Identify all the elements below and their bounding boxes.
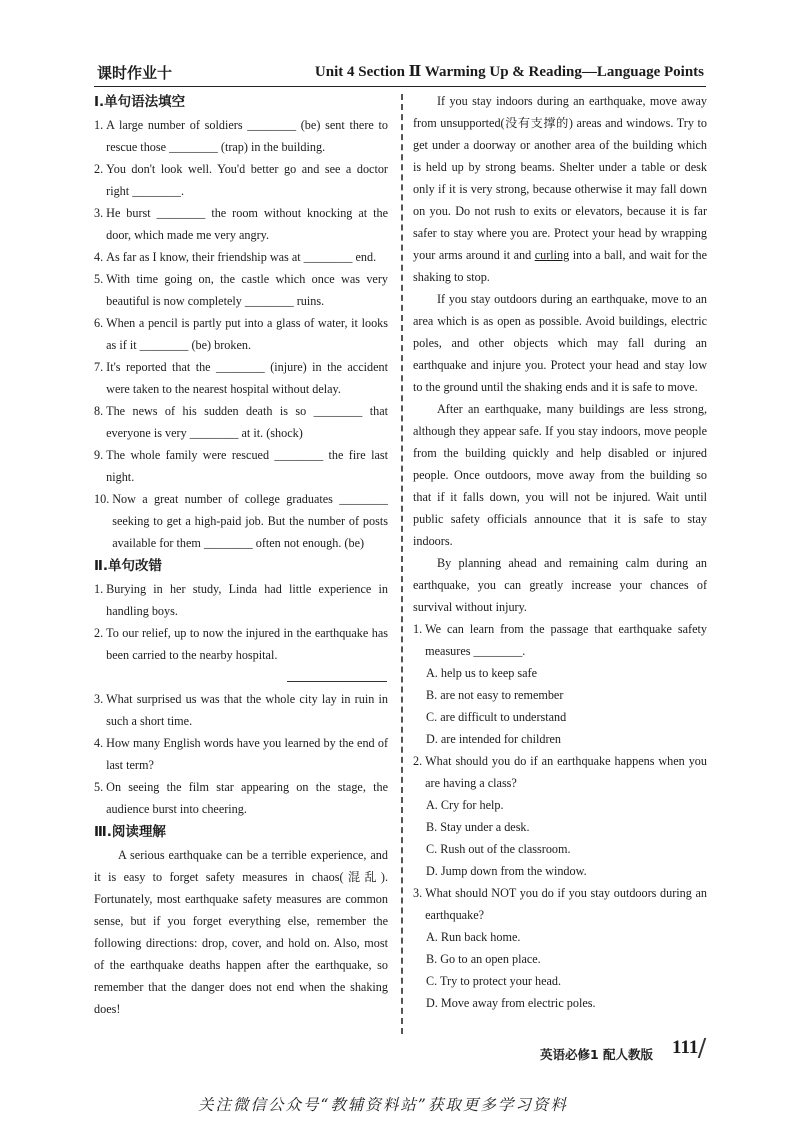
grammar-item	[94, 246, 388, 268]
header-title: 课时作业十	[97, 64, 173, 82]
item-number: 8.	[94, 404, 104, 418]
book-title: 英语必修1 配人教版	[540, 1047, 654, 1062]
question-number: 3.	[413, 886, 423, 900]
question-text: We can learn from the passage that earthquake safety measures ________.	[425, 622, 707, 658]
item-number: 9.	[94, 448, 104, 462]
item-text: What surprised us was that the whole city lay in ruin in such a short time.	[106, 692, 388, 728]
right-column	[413, 90, 707, 1014]
item-number: 6.	[94, 316, 104, 330]
column-divider	[401, 94, 403, 1034]
correction-item	[94, 622, 388, 666]
question-stem	[413, 618, 707, 662]
item-number: 4.	[94, 736, 104, 750]
item-text: It's reported that the ________ (injure) in the accident were taken to the nearest hospital without delay.	[106, 360, 388, 396]
option-d: D. Jump down from the window.	[426, 864, 587, 878]
answer-line	[94, 666, 388, 688]
option-c: C. Rush out of the classroom.	[426, 842, 571, 856]
item-text: The whole family were rescued ________ the fire last night.	[106, 448, 388, 484]
passage-paragraph-2: If you stay indoors during an earthquake, move away from unsupported(没有支撑的) areas and windows. Try to get under a doorway or another area of the building which is held up by strong beams. Shelter under a table or desk only if it is very strong, because otherwise it may fall down on you. Do not rush to exits or elevators, because it is far safer to stay where you are. Protect your head by wrapping your arms around it and curling into a ball, and wait for the shaking to stop.	[413, 94, 707, 284]
item-text: To our relief, up to now the injured in the earthquake has been carried to the nearby hospital.	[106, 626, 388, 662]
option-b: B. Go to an open place.	[426, 952, 541, 966]
footer-note: 关注微信公众号“教辅资料站”获取更多学习资料	[198, 1096, 568, 1114]
item-number: 3.	[94, 206, 104, 220]
header-rule	[94, 86, 706, 87]
grammar-item	[94, 114, 388, 158]
option-a: A. help us to keep safe	[426, 666, 538, 680]
option-d: D. Move away from electric poles.	[426, 996, 596, 1010]
item-text: As far as I know, their friendship was at ________ end.	[106, 250, 377, 264]
section-2-title: Ⅱ.单句改错	[94, 558, 163, 574]
correction-item	[94, 732, 388, 776]
grammar-item	[94, 444, 388, 488]
question-number: 2.	[413, 754, 423, 768]
item-number: 2.	[94, 626, 104, 640]
item-text: A large number of soldiers ________ (be) sent there to rescue those ________ (trap) in the building.	[106, 118, 388, 154]
left-column	[94, 90, 388, 1020]
item-number: 7.	[94, 360, 104, 374]
question-stem	[413, 882, 707, 926]
item-text: You don't look well. You'd better go and see a doctor right ________.	[106, 162, 388, 198]
passage-paragraph-1: A serious earthquake can be a terrible experience, and it is easy to forget safety measures in chaos(混乱). Fortunately, most earthquake safety measures are common sense, but if you forget everything else, remember the following directions: drop, cover, and hold on. Also, most of the earthquake deaths happen after the earthquake, so remember that the danger does not end when the shaking does!	[94, 848, 388, 1016]
grammar-item	[94, 356, 388, 400]
item-number: 1.	[94, 118, 104, 132]
header-unit-section: Unit 4 Section Ⅱ Warming Up & Reading—Language Points	[314, 64, 704, 80]
underlined-word: curling	[534, 248, 570, 262]
grammar-item	[94, 488, 388, 554]
passage-paragraph-5: By planning ahead and remaining calm during an earthquake, you can greatly increase your chances of survival without injury.	[413, 556, 707, 614]
question-text: What should you do if an earthquake happens when you are having a class?	[425, 754, 707, 790]
question-text: What should NOT you do if you stay outdoors during an earthquake?	[425, 886, 707, 922]
question-number: 1.	[413, 622, 423, 636]
item-text: How many English words have you learned by the end of last term?	[106, 736, 388, 772]
item-text: He burst ________ the room without knocking at the door, which made me very angry.	[106, 206, 388, 242]
item-text: With time going on, the castle which once was very beautiful is now completely ________ ruins.	[106, 272, 388, 308]
correction-item	[94, 776, 388, 820]
grammar-item	[94, 268, 388, 312]
item-number: 3.	[94, 692, 104, 706]
grammar-item	[94, 312, 388, 356]
item-number: 5.	[94, 272, 104, 286]
option-a: A. Cry for help.	[426, 798, 504, 812]
item-text: On seeing the film star appearing on the stage, the audience burst into cheering.	[106, 780, 388, 816]
option-c: C. Try to protect your head.	[426, 974, 562, 988]
passage-paragraph-3: If you stay outdoors during an earthquake, move to an area which is as open as possible. Avoid buildings, electric poles, and other objects which may fall during an earthquake and injure you. Protect your head and stay low to the ground until the shaking ends and it is safe to move.	[413, 292, 707, 394]
item-number: 10.	[94, 492, 110, 506]
page-slash-mark	[698, 1038, 706, 1058]
grammar-item	[94, 158, 388, 202]
item-number: 1.	[94, 582, 104, 596]
item-text: The news of his sudden death is so ________ that everyone is very ________ at it. (shock)	[106, 404, 388, 440]
option-a: A. Run back home.	[426, 930, 521, 944]
item-number: 2.	[94, 162, 104, 176]
option-d: D. are intended for children	[426, 732, 562, 746]
correction-item	[94, 578, 388, 622]
item-text: When a pencil is partly put into a glass of water, it looks as if it ________ (be) broken.	[106, 316, 388, 352]
item-text: Now a great number of college graduates ________ seeking to get a high-paid job. But the number of posts available for them ________ often not enough. (be)	[112, 492, 388, 550]
correction-item	[94, 688, 388, 732]
page-number: 111	[672, 1037, 699, 1058]
passage-paragraph-4: After an earthquake, many buildings are less strong, although they appear safe. If you stay indoors, move people from the building quickly and help disabled or injured people. Once outdoors, move away from the building so that if it falls down, you will not be injured. Wait until public safety officials announce that it is safe to stay indoors.	[413, 402, 707, 548]
option-b: B. Stay under a desk.	[426, 820, 530, 834]
option-c: C. are difficult to understand	[426, 710, 567, 724]
question-stem	[413, 750, 707, 794]
item-number: 5.	[94, 780, 104, 794]
grammar-item	[94, 400, 388, 444]
section-3-title: Ⅲ.阅读理解	[94, 824, 166, 840]
item-text: Burying in her study, Linda had little experience in handling boys.	[106, 582, 388, 618]
item-number: 4.	[94, 250, 104, 264]
grammar-item	[94, 202, 388, 246]
section-1-title: Ⅰ.单句语法填空	[94, 94, 186, 110]
option-b: B. are not easy to remember	[426, 688, 564, 702]
